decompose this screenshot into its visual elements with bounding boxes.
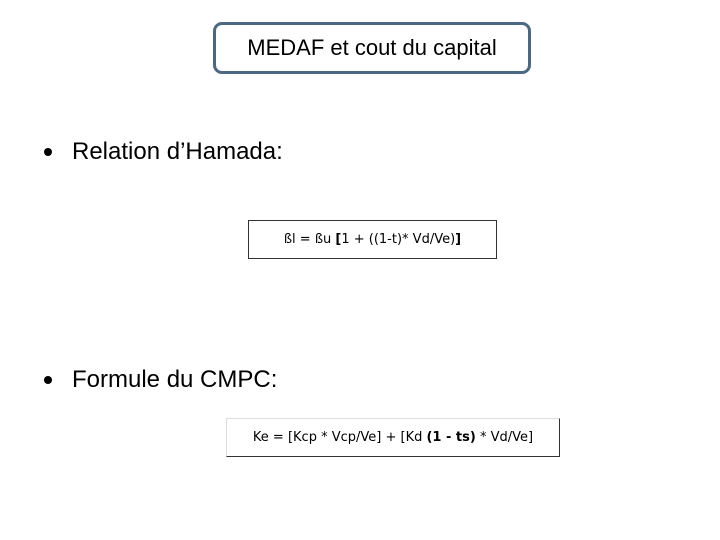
cmpc-formula-image — [226, 418, 560, 457]
hamada-formula-part-3: 1 + ((1-t)* Vd/Ve) — [341, 232, 456, 247]
bullet-hamada-text: Relation d’Hamada: — [72, 138, 283, 165]
bullet-dot-icon — [44, 148, 52, 156]
slide-title: MEDAF et cout du capital — [247, 35, 497, 60]
cmpc-formula-part-1: Ke = [Kcp * Vcp/Ve] + [Kd — [252, 430, 427, 445]
hamada-formula-image — [248, 220, 497, 259]
cmpc-formula-part-2: (1 - ts) — [426, 430, 476, 445]
bullet-hamada — [44, 134, 283, 170]
bullet-cmpc-text: Formule du CMPC: — [72, 366, 278, 393]
hamada-formula-part-2: [ — [335, 232, 342, 247]
cmpc-formula-part-3: * Vd/Ve] — [475, 430, 534, 445]
hamada-formula-part-1: ßl = ßu — [283, 232, 336, 247]
hamada-formula-part-4: ] — [455, 232, 462, 247]
bullet-dot-icon — [44, 376, 52, 384]
slide-title-box — [213, 22, 531, 74]
bullet-cmpc — [44, 362, 277, 398]
